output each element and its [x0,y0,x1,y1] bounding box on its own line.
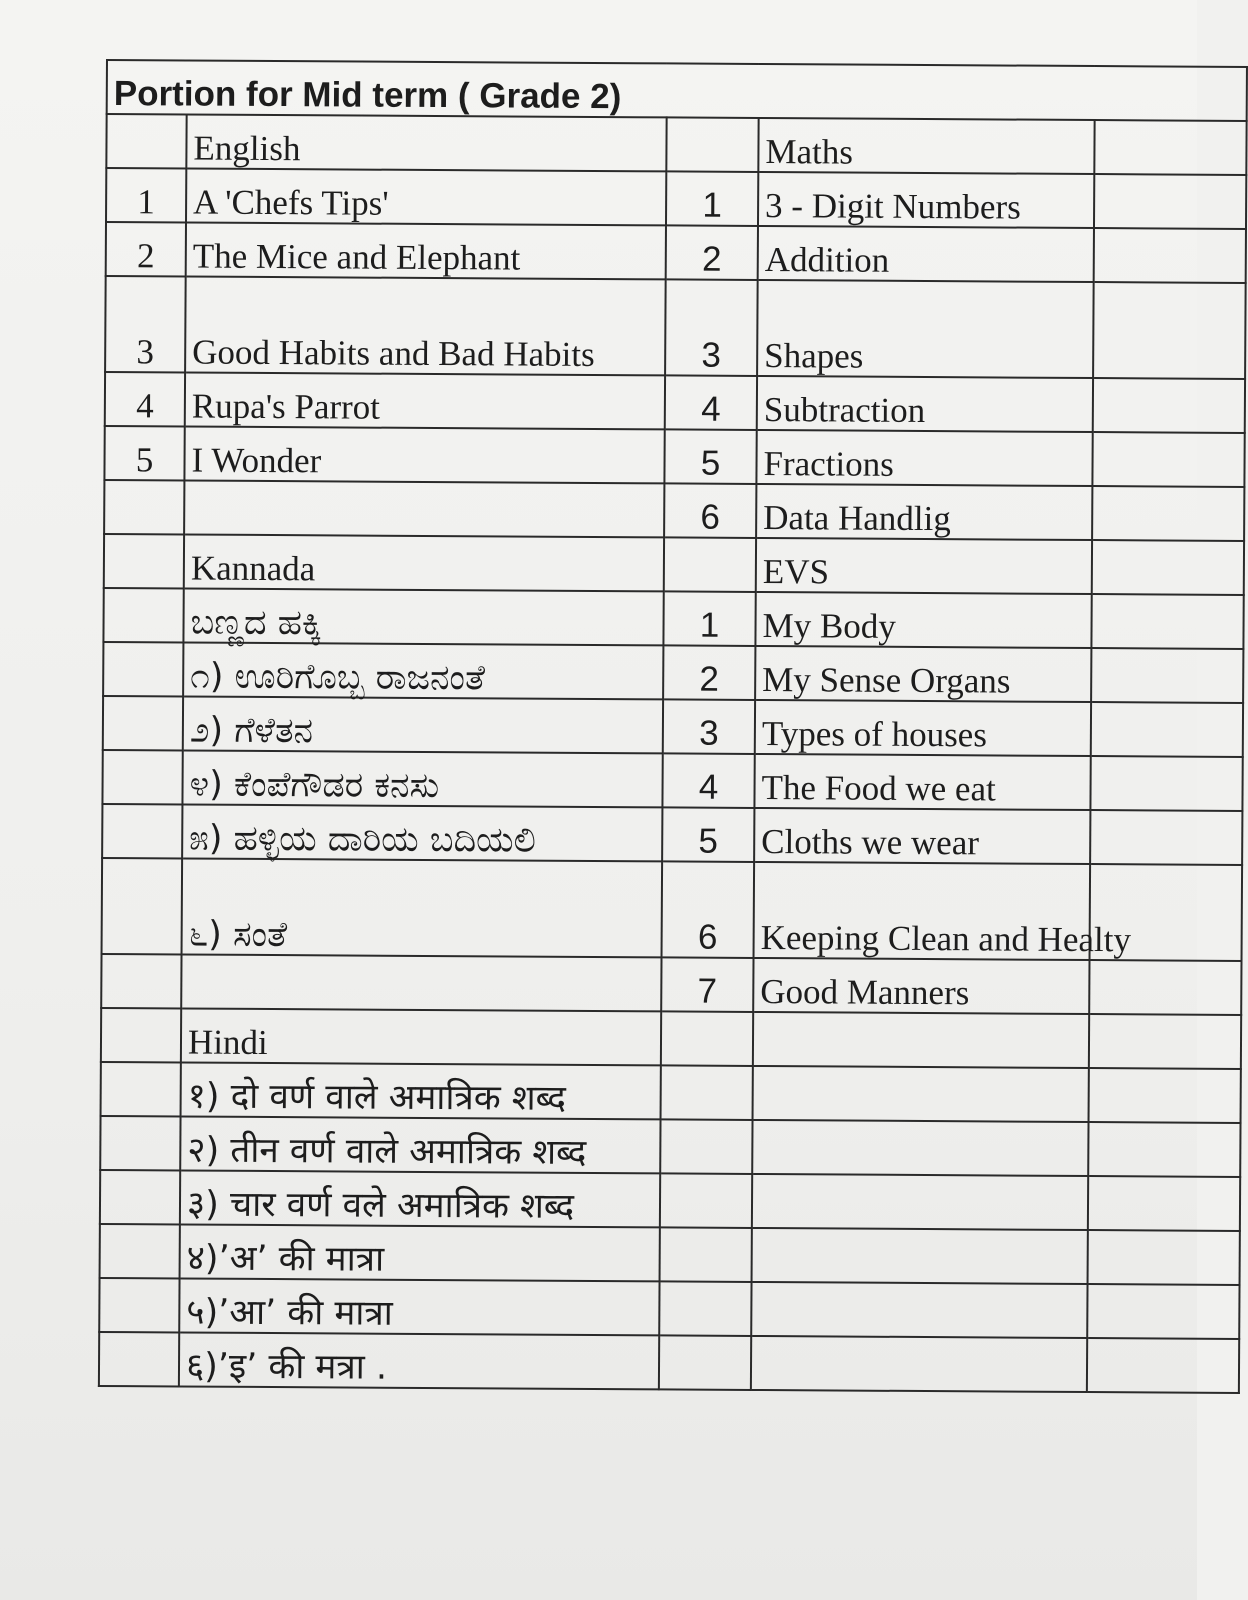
blank-cell [1088,1122,1240,1177]
right-number-cell [661,1065,753,1120]
table-row [106,222,1246,283]
left-topic-cell: ५)’आ’ की मात्रा [179,1278,659,1335]
blank-cell [1093,282,1246,379]
left-topic-cell: ೪) ಕೆಂಪೆಗೌಡರ ಕನಸು [182,750,662,807]
right-number-cell: 3 [665,279,758,376]
right-topic-cell: Cloths we wear [754,808,1090,864]
table-row [105,276,1246,379]
left-topic-cell: Good Habits and Bad Habits [185,276,666,375]
table-row [104,426,1244,487]
blank-cell [1091,702,1243,757]
right-number-cell: 6 [662,861,755,958]
left-topic-cell: ६)’इ’ की मत्रा . [179,1332,659,1389]
left-number-cell [103,642,183,696]
left-number-cell [99,1278,179,1332]
table-row [102,750,1242,811]
blank-cell [1092,540,1244,595]
table-row [100,1170,1240,1231]
left-number-cell: 3 [105,276,186,372]
right-topic-cell: Good Manners [753,958,1089,1014]
table-row [103,696,1243,757]
right-topic-cell [752,1174,1088,1230]
table-row [101,1008,1241,1069]
left-topic-cell: २) तीन वर्ण वाले अमात्रिक शब्द [180,1116,660,1173]
table-row [105,372,1245,433]
right-number-cell: 1 [663,591,755,646]
blank-cell [1091,594,1243,649]
right-topic-cell [752,1228,1088,1284]
right-number-cell: 1 [666,171,758,226]
table-row [99,1278,1239,1339]
left-number-cell [102,858,183,954]
right-number-cell: 5 [664,429,756,484]
table-row [103,588,1243,649]
table-row [102,804,1242,865]
table-row [101,954,1241,1015]
left-number-cell [102,804,182,858]
table-row [104,534,1244,595]
right-number-cell [660,1119,752,1174]
right-topic-cell: Fractions [756,430,1092,486]
right-number-cell [659,1281,751,1336]
left-number-cell [99,1332,179,1386]
right-topic-cell: Types of houses [755,700,1091,756]
table-row [99,1332,1239,1393]
table-row [100,1116,1240,1177]
left-number-cell [101,954,181,1008]
left-topic-cell: A 'Chefs Tips' [186,168,666,225]
left-topic-cell: ೬) ಸಂತೆ [182,858,663,957]
blank-cell [1087,1284,1239,1339]
blank-cell [1093,378,1245,433]
left-number-cell [100,1116,180,1170]
blank-cell [1094,228,1246,283]
left-topic-cell: The Mice and Elephant [186,222,666,279]
right-number-cell: 7 [661,957,753,1012]
left-topic-cell: ಬಣ್ಣದ ಹಕ್ಕಿ [183,588,663,645]
right-number-cell [664,537,756,592]
right-topic-cell: Data Handlig [756,484,1092,540]
left-topic-cell: Hindi [181,1008,661,1065]
right-topic-cell: My Sense Organs [755,646,1091,702]
blank-cell [1089,1014,1241,1069]
right-number-cell [666,117,758,172]
right-topic-cell: EVS [756,538,1092,594]
right-topic-cell [753,1012,1089,1068]
left-number-cell: 2 [106,222,186,276]
blank-cell [1087,1338,1239,1393]
left-topic-cell: Rupa's Parrot [185,372,665,429]
right-topic-cell: Maths [758,118,1094,174]
blank-cell [1092,432,1244,487]
right-topic-cell [752,1120,1088,1176]
left-number-cell: 4 [105,372,185,426]
left-topic-cell: ३) चार वर्ण वले अमात्रिक शब्द [180,1170,660,1227]
left-number-cell [100,1224,180,1278]
blank-cell [1092,486,1244,541]
table-row [106,114,1246,175]
right-number-cell: 5 [662,807,754,862]
right-number-cell: 3 [663,699,755,754]
table-row [106,168,1246,229]
left-number-cell [101,1062,181,1116]
left-number-cell [103,696,183,750]
left-topic-cell: ೨) ಗೆಳೆತನ [183,696,663,753]
blank-cell [1089,960,1241,1015]
table-row [100,1224,1240,1285]
right-number-cell: 2 [666,225,758,280]
table-row [102,858,1243,961]
right-topic-cell [753,1066,1089,1122]
right-number-cell: 6 [664,483,756,538]
right-topic-cell: The Food we eat [754,754,1090,810]
right-number-cell [659,1335,751,1390]
left-number-cell [104,534,184,588]
right-topic-cell: Subtraction [757,376,1093,432]
right-topic-cell: My Body [755,592,1091,648]
right-topic-cell: Keeping Clean and Healty [754,862,1091,960]
left-number-cell: 1 [106,168,186,222]
right-topic-cell [751,1282,1087,1338]
right-number-cell: 4 [665,375,757,430]
left-topic-cell: Kannada [184,534,664,591]
left-number-cell [100,1170,180,1224]
left-topic-cell [184,480,664,537]
right-topic-cell: 3 - Digit Numbers [758,172,1094,228]
table-row [103,642,1243,703]
left-topic-cell: English [186,114,666,171]
right-topic-cell: Shapes [757,280,1094,378]
right-topic-cell: Addition [758,226,1094,282]
portion-table [98,59,1248,1394]
left-number-cell [103,588,183,642]
left-number-cell [101,1008,181,1062]
blank-cell [1089,1068,1241,1123]
blank-cell [1091,648,1243,703]
blank-cell [1094,174,1246,229]
right-number-cell [660,1227,752,1282]
left-number-cell: 5 [104,426,184,480]
blank-cell [1090,810,1242,865]
table-row [104,480,1244,541]
right-number-cell [661,1011,753,1066]
left-topic-cell: ೧) ಊರಿಗೊಬ್ಬ ರಾಜನಂತೆ [183,642,663,699]
blank-cell [1090,756,1242,811]
left-topic-cell: ४)’अ’ की मात्रा [180,1224,660,1281]
left-number-cell [106,114,186,168]
left-topic-cell: ೫) ಹಳ್ಳಿಯ ದಾರಿಯ ಬದಿಯಲಿ [182,804,662,861]
left-topic-cell [181,954,661,1011]
table-row [101,1062,1241,1123]
right-number-cell: 2 [663,645,755,700]
right-number-cell [660,1173,752,1228]
left-topic-cell: १) दो वर्ण वाले अमात्रिक शब्द [181,1062,661,1119]
left-topic-cell: I Wonder [184,426,664,483]
left-number-cell [102,750,182,804]
right-topic-cell [751,1336,1087,1392]
blank-cell [1088,1230,1240,1285]
left-number-cell [104,480,184,534]
document-title: Portion for Mid term ( Grade 2) [107,60,1247,121]
right-number-cell: 4 [662,753,754,808]
table-title-row [107,60,1247,121]
blank-cell [1088,1176,1240,1231]
blank-cell [1094,120,1246,175]
